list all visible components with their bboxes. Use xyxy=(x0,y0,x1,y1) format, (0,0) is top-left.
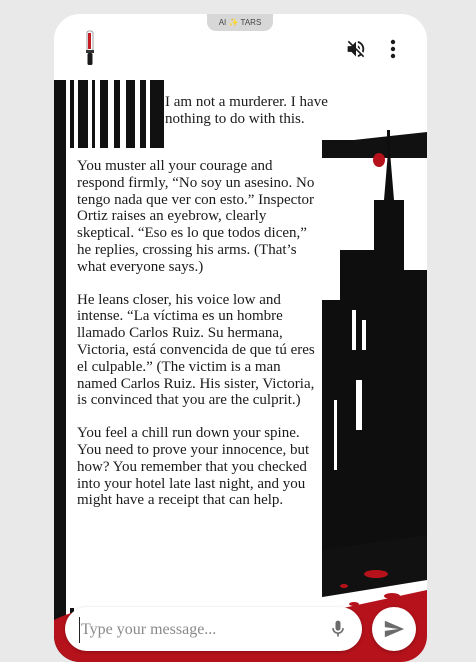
bot-message xyxy=(66,148,322,608)
bot-paragraph: You muster all your courage and respond firmly, “No soy un asesino. No tengo nada que ver con esto.” Inspector Ortiz raises an eyebrow, clearly skeptical. “Eso es lo que todos dicen,” he replies, crossing his arms. (That’s what everyone says.) xyxy=(77,158,315,275)
message-input[interactable] xyxy=(79,617,319,643)
more-vertical-icon[interactable] xyxy=(384,38,402,60)
send-icon xyxy=(383,618,405,640)
knife-avatar-icon[interactable] xyxy=(82,30,98,66)
microphone-icon[interactable] xyxy=(328,619,348,639)
bot-paragraph: He leans closer, his voice low and intense. “La víctima es un hombre llamado Carlos Ruiz. Su hermana, Victoria, está convencida de que tú eres el culpable.” (The victim is a man named Carlos Ruiz. His sister, Victoria, is convinced that you are the culprit.) xyxy=(77,291,315,409)
message-composer xyxy=(65,607,362,651)
phone-frame xyxy=(54,14,427,662)
bot-paragraph: You feel a chill run down your spine. You need to prove your innocence, but how? You remember that you checked into your hotel late last night, and you might have a receipt that can help. xyxy=(77,425,310,509)
volume-off-icon[interactable] xyxy=(345,38,367,60)
user-message: I am not a murderer. I have nothing to do with this. xyxy=(165,94,375,128)
tars-badge: AI ✨ TARS xyxy=(207,14,273,31)
send-button[interactable] xyxy=(372,607,416,651)
